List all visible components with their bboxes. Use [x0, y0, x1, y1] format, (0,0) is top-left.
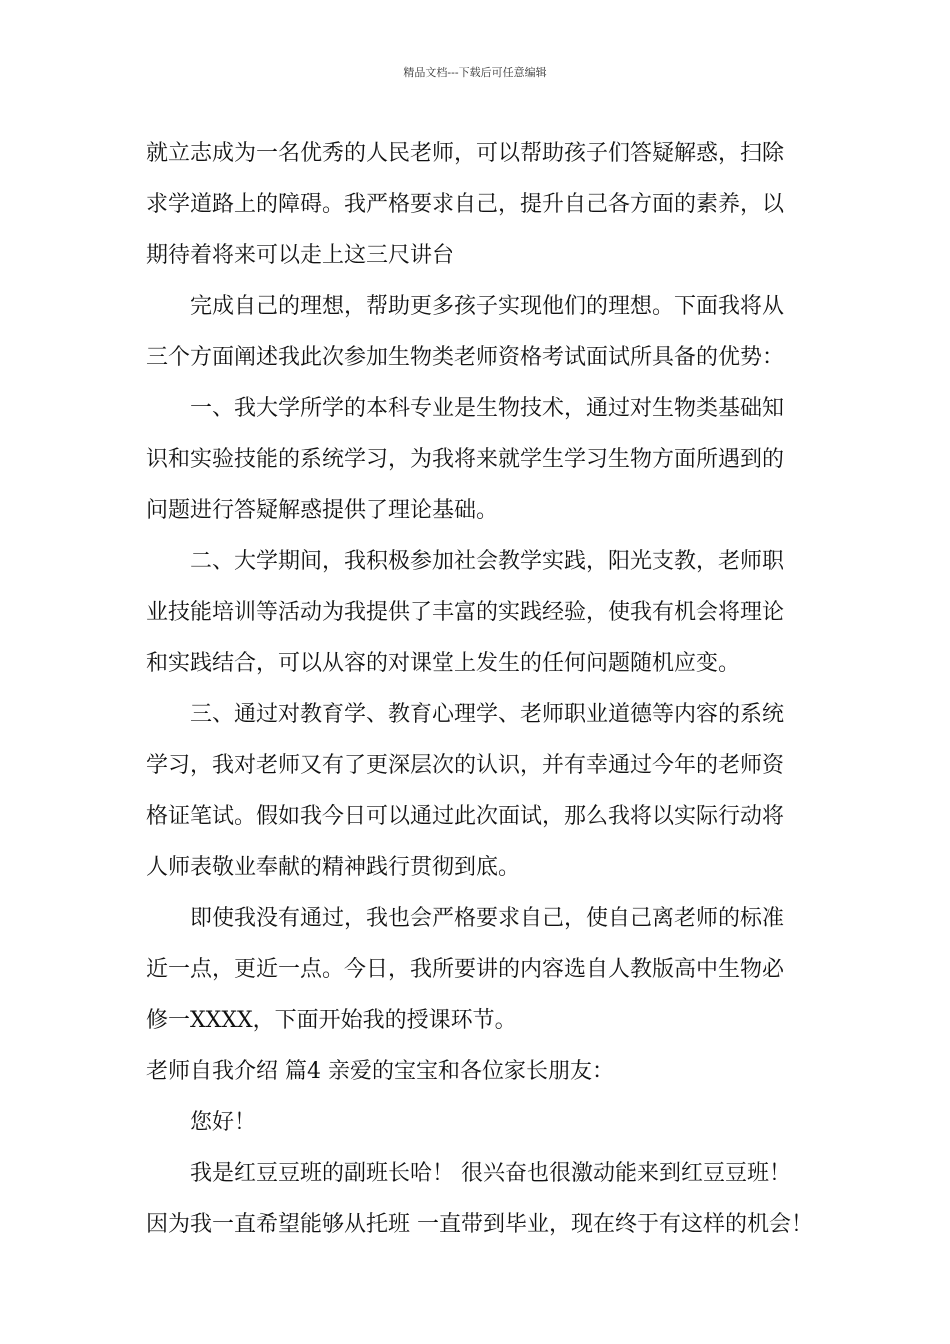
text-line: 完成自己的理想，帮助更多孩子实现他们的理想。下面我将从	[190, 294, 785, 319]
text-line: 您好！	[190, 1110, 257, 1135]
text-line: 一、我大学所学的本科专业是生物技术，通过对生物类基础知	[190, 396, 785, 421]
text-line: 求学道路上的障碍。我严格要求自己，提升自己各方面的素养，以	[146, 192, 785, 217]
text-line: 三、通过对教育学、教育心理学、老师职业道德等内容的系统	[190, 702, 785, 727]
text-line: 人师表敬业奉献的精神践行贯彻到底。	[146, 855, 521, 880]
text-line: 格证笔试。假如我今日可以通过此次面试，那么我将以实际行动将	[146, 804, 785, 829]
text-line: 识和实验技能的系统学习，为我将来就学生学习生物方面所遇到的	[146, 447, 785, 472]
text-line: 即使我没有通过，我也会严格要求自己，使自己离老师的标准	[190, 906, 785, 931]
document-body	[146, 128, 816, 1250]
text-line: 问题进行答疑解惑提供了理论基础。	[146, 498, 499, 523]
text-line: 近一点，更近一点。今日，我所要讲的内容选自人教版高中生物必	[146, 957, 785, 982]
text-line: 三个方面阐述我此次参加生物类老师资格考试面试所具备的优势：	[146, 345, 785, 370]
text-line: 二、大学期间，我积极参加社会教学实践，阳光支教，老师职	[190, 549, 785, 574]
text-line: 学习，我对老师又有了更深层次的认识，并有幸通过今年的老师资	[146, 753, 785, 778]
text-line: 我是红豆豆班的副班长哈！ 很兴奋也很激动能来到红豆豆班！	[190, 1161, 791, 1186]
text-line: 因为我一直希望能够从托班 一直带到毕业，现在终于有这样的机会！	[146, 1212, 813, 1237]
text-line: 业技能培训等活动为我提供了丰富的实践经验，使我有机会将理论	[146, 600, 785, 625]
text-line: 期待着将来可以走上这三尺讲台	[146, 243, 455, 268]
page-header: 精品文档---下载后可任意编辑	[403, 66, 547, 79]
text-line: 就立志成为一名优秀的人民老师，可以帮助孩子们答疑解惑，扫除	[146, 141, 785, 166]
text-line: 老师自我介绍 篇4 亲爱的宝宝和各位家长朋友：	[146, 1059, 614, 1084]
text-line: 和实践结合，可以从容的对课堂上发生的任何问题随机应变。	[146, 651, 741, 676]
text-line: 修一XXXX，下面开始我的授课环节。	[146, 1008, 517, 1033]
